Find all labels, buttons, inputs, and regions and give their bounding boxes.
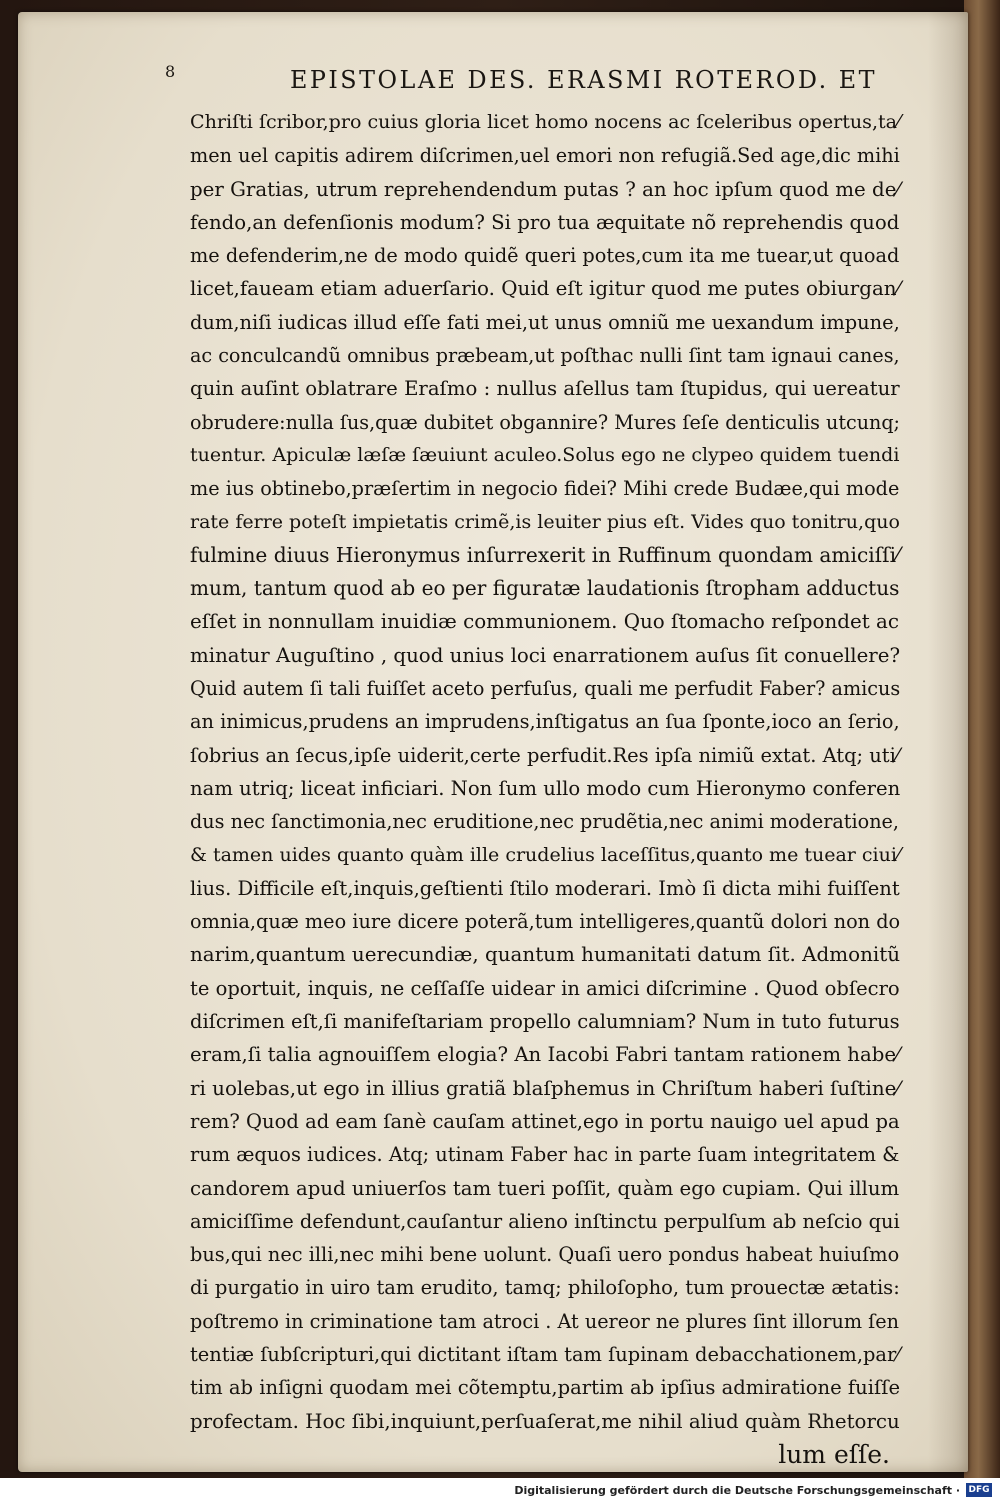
text-line: & tamen uides quanto quàm ille crudelius laceſſitus,quanto me tuear ciui⁄ [190,843,901,866]
text-line: lius. Difficile eſt,inquis,geſtienti ſtilo moderari. Imò ſi dicta mihi fuiſſent [190,876,900,900]
text-line: rate ferre poteſt impietatis crimẽ,is leuiter pius eſt. Vides quo tonitru,quo [190,510,900,533]
text-line: minatur Auguſtino , quod unius loci enarrationem auſus ſit conuellere? [190,643,901,667]
text-line: lum eſſe. [778,1439,890,1469]
dfg-logo-icon: DFG [966,1483,992,1497]
text-line: diſcrimen eſt,ſi manifeſtariam propello calumniam? Num in tuto futurus [190,1010,900,1034]
fore-edge [964,0,1000,1478]
text-line: tentiæ ſubſcripturi,qui dictitant iſtam tam ſupinam debacchationem,par⁄ [190,1342,900,1366]
text-line: tuentur. Apiculæ læſæ ſæuiunt aculeo.Solus ego ne clypeo quidem tuendi [190,443,900,466]
text-line: Chriſti ſcribor,pro cuius gloria licet homo nocens ac ſceleribus opertus,ta⁄ [190,111,901,133]
text-line: per Gratias, utrum reprehendendum putas ? an hoc ipſum quod me de⁄ [190,177,900,201]
text-line: men uel capitis adirem diſcrimen,uel emori non refugiã.Sed age,dic mihi [190,144,900,168]
text-line: poſtremo in criminatione tam atroci . At uereor ne plures ſint illorum ſen [190,1309,899,1333]
body-text [190,106,900,1471]
text-line: dus nec ſanctimonia,nec eruditione,nec prudẽtia,nec animi moderatione, [190,810,900,834]
text-line: eram,ſi talia agnouiſſem elogia? An Iacobi Fabri tantam rationem habe⁄ [190,1043,900,1067]
text-line: an inimicus,prudens an imprudens,inſtigatus an ſua ſponte,ioco an ſerio, [190,710,900,734]
text-line: dum,niſi iudicas illud eſſe fati mei,ut unus omniũ me uexandum impune, [190,310,900,334]
text-line: te oportuit, inquis, ne ceſſaſſe uidear in amici diſcrimine . Quod obſecro [190,976,900,1000]
text-line: eſſet in nonnullam inuidiæ communionem. Quo ſtomacho reſpondet ac [190,610,899,634]
text-line: tim ab inſigni quodam mei cõtemptu,partim ab ipſius admiratione fuiſſe [190,1376,901,1400]
text-line: fendo,an defenſionis modum? Si pro tua æquitate nõ reprehendis quod [190,210,900,234]
text-line: candorem apud uniuerſos tam tueri poſſit, quàm ego cupiam. Qui illum [190,1176,900,1200]
text-line: Quid autem ſi tali fuiſſet aceto perfuſus, quali me perfudit Faber? amicus [190,677,901,701]
text-line: nam utriq; liceat inficiari. Non ſum ullo modo cum Hieronymo conferen [190,776,901,800]
text-line: ſobrius an ſecus,ipſe uiderit,certe perfudit.Res ipſa nimiũ extat. Atq; uti⁄ [190,743,900,767]
text-line: di purgatio in uiro tam erudito, tamq; philoſopho, tum prouectæ ætatis: [190,1276,900,1300]
text-line: fulmine diuus Hieronymus inſurrexerit in Ruffinum quondam amiciſſi⁄ [190,542,900,567]
text-line: rem? Quod ad eam ſanè cauſam attinet,ego in portu nauigo uel apud pa [190,1109,900,1133]
text-line: me ius obtinebo,præſertim in negocio fidei? Mihi crede Budæe,qui mode [190,477,900,501]
text-line: licet,faueam etiam aduerſario. Quid eſt igitur quod me putes obiurgan⁄ [190,277,900,301]
gutter-shadow [928,12,968,1472]
text-line: bus,qui nec illi,nec mihi bene uolunt. Quaſi uero pondus habeat huiuſmo [190,1243,900,1267]
text-line: obrudere:nulla ſus,quæ dubitet obgannire? Mures ſeſe denticulis utcunq; [190,410,900,434]
funding-credit: Digitalisierung gefördert durch die Deutsche Forschungsgemeinschaft · [514,1484,960,1497]
running-head: EPISTOLAE DES. ERASMI ROTEROD. ET [290,66,878,94]
text-line: narim,quantum uerecundiæ, quantum humanitati datum ſit. Admonitũ [190,943,901,967]
text-line: amiciſſime defendunt,cauſantur alieno inſtinctu perpulſum ab neſcio qui [190,1209,900,1233]
text-line: ri uolebas,ut ego in illius gratiã blaſphemus in Chriſtum haberi ſuſtine⁄ [190,1076,900,1100]
digitization-footer [0,1478,1000,1503]
text-line: me defenderim,ne de modo quidẽ queri potes,cum ita me tuear,ut quoad [190,244,900,268]
folio-number: 8 [165,62,176,81]
text-line: rum æquos iudices. Atq; utinam Faber hac in parte ſuam integritatem & [190,1143,900,1167]
text-line: profectam. Hoc ſibi,inquiunt,perſuaſerat,me nihil aliud quàm Rhetorcu [190,1409,900,1433]
text-line: mum, tantum quod ab eo per figuratæ laudationis ſtropham adductus [190,576,900,601]
text-line: omnia,quæ meo iure dicere poterã,tum intelligeres,quantũ dolori non do [190,910,901,934]
text-line: ac conculcandũ omnibus præbeam,ut poſthac nulli ſint tam ignaui canes, [190,344,900,368]
text-line: quin auſint oblatrare Eraſmo : nullus aſellus tam ſtupidus, qui uereatur [190,377,900,401]
